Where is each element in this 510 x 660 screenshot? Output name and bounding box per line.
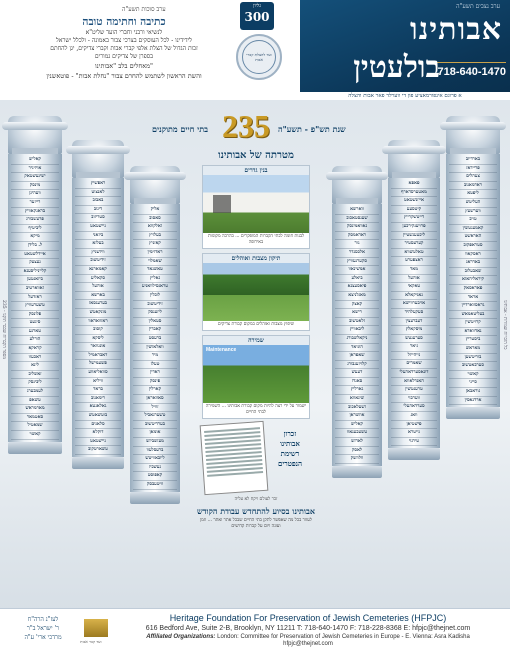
greeting-line-6: והשת הראשון לשתמש להחרם צבור "נחלת אבות" - פוטאשנין [46,72,202,80]
cemetery-name: קאפוסט [133,472,177,481]
cemetery-name: פרעשבורג [11,216,59,225]
memorial-block [202,423,310,493]
cemetery-name: מיסקאלץ [391,326,437,335]
center-title: מטרתה של אבותינו [218,150,294,161]
cemetery-name: מאגלניצא [335,292,379,301]
cemetery-name: סאנדז [335,378,379,387]
cemetery-name: שאבעלוב [449,268,497,277]
cemetery-name: פינסק [133,378,177,387]
cemetery-name: סטראפקוב [449,242,497,251]
cemetery-name: גאלאנטא [75,403,121,412]
cemetery-name: ליכטענשטיין [391,232,437,241]
cemetery-name: מעזשביזש [133,438,177,447]
cemetery-name: וואג [391,412,437,421]
cemetery-name: סלאנים [75,421,121,430]
masthead-title-bottom: בולעטין [353,50,440,85]
column-base [8,442,62,454]
cemetery-name: זאלקווא [133,223,177,232]
cemetery-name: זוויל [133,404,177,413]
cemetery-name: נייטרא [391,429,437,438]
cemetery-name: נאוואמינסק [335,223,379,232]
cemetery-name: טאקאי [391,283,437,292]
cemetery-name: ביזאנטען [11,276,59,285]
cemetery-name: וויטעבסק [133,481,177,490]
cemetery-name: ליביטיף [11,225,59,234]
cemetery-name: לעמבערג [11,388,59,397]
memorial-title-1: זכרון [283,429,297,438]
cemetery-name: נאגיקאלא [391,292,437,301]
panel-maintenance [202,335,310,419]
column-right-2 [388,140,440,460]
bottom-title: אבותינו בסיוע להתחדש עבודת הקודש [197,506,315,516]
cemetery-name: פאראסאק [449,285,497,294]
cemetery-name: קראקא [11,345,59,354]
cemetery-name: סאסוב [133,215,177,224]
panel-heading: תיקון מצבות ואוהלים [203,254,309,263]
cemetery-name: ישינעשטאק [11,173,59,182]
org-logo-caption: ועד קבר אבות [80,639,102,644]
cemetery-name: טרענטשין [391,386,437,395]
cemetery-name: בעלזיץ [133,232,177,241]
cemetery-name: ליפטא [449,190,497,199]
cemetery-name: סייני [449,379,497,388]
cemetery-name: ווערשעץ [449,208,497,217]
affiliate-text: London: Committee for Preservation of Jewish Cemeteries in Europe - E. Vienna: Asra Kadisha [217,634,470,640]
cemetery-name: טאשנאד [133,266,177,275]
cemetery-name: בערדיטשוב [133,421,177,430]
fence-photo [203,175,309,233]
cemetery-name: קיראליהאזא [449,276,497,285]
panel-graves [202,253,310,331]
column-names [446,154,500,407]
cemetery-name: טעלז [133,361,177,370]
cemetery-name: ביזאני [75,232,121,241]
cemetery-name: קאברין [133,326,177,335]
cemetery-name: מאטערסדארף [391,189,437,198]
cemetery-name: פרויענקירכען [391,223,437,232]
column-capital [130,166,180,204]
cemetery-name: בערעגסאז [75,300,121,309]
column-left-3 [130,166,180,504]
cemetery-name: דינוב [75,206,121,215]
cemetery-name: האראשט [449,233,497,242]
cemetery-name: לאנצוט [75,189,121,198]
cemetery-name: אליק [133,206,177,215]
cemetery-name: הוניאד [335,344,379,353]
cemetery-name: פישטיאן [391,421,437,430]
column-names [332,204,382,466]
cemetery-name: קלויזענבורג [335,361,379,370]
seal-logo [236,34,282,80]
column-names [8,154,62,442]
panel-heading: שמירה [203,336,309,345]
masthead-phone: 718-640-1470 [437,66,506,78]
cemetery-name: ברעסט [133,335,177,344]
cemetery-name: רייזער [11,199,59,208]
cemetery-name: ליובאוויטש [133,455,177,464]
column-base [332,466,382,478]
cemetery-name: סאטמאר [11,414,59,423]
cemetery-name: באדראג [449,259,497,268]
issue-number: 300 [244,10,270,24]
cemetery-name: גארליץ [335,386,379,395]
cemetery-name: ראסקאוו [449,251,497,260]
center-panel [196,150,316,580]
memorial-document [200,421,269,495]
memorial-title-3: רשימת [280,449,300,458]
cemetery-name: שענסטאכוב [335,215,379,224]
cemetery-name: גראסווארדיין [449,302,497,311]
cemetery-name: בעלזא [75,240,121,249]
org-email[interactable]: hfpjc@thejnet.com [283,641,333,647]
cemetery-name: ווערבוי [391,395,437,404]
cemetery-name: דאבראמיל [75,352,121,361]
cemetery-name: גור [335,240,379,249]
column-names [72,178,124,457]
cemetery-name: טויב [449,216,497,225]
cemetery-name: קאשוי [449,371,497,380]
cemetery-name: זלאטשוב [335,318,379,327]
cemetery-name: אוהעל [75,283,121,292]
cemetery-name: קוסוב [75,326,121,335]
cemetery-name: דעברעצין [391,318,437,327]
cemetery-name: ווארשא [335,206,379,215]
column-base [72,457,124,469]
cemetery-name: ראצפערט [391,257,437,266]
cemetery-name: ראדין [133,369,177,378]
cemetery-name: ל. בלידן [11,242,59,251]
cemetery-name: לאדזש [335,438,379,447]
greeting-line-5: מאחלים בלב "אבותינו" [95,62,153,70]
cemetery-name: ראדמאנוב [449,182,497,191]
cemetery-name: אלכסנדר [335,249,379,258]
cemetery-name: לובלין [133,292,177,301]
cemetery-name: קאליש [11,156,59,165]
column-left-1 [8,116,62,454]
cemetery-name: אוזשראן [335,412,379,421]
org-name: Heritage Foundation For Preservation of Jewish Cemeteries (HFPJC) [169,613,447,623]
cemetery-name: גאליץ [133,275,177,284]
column-names [130,204,180,492]
cemetery-name: טשערעוויץ [11,302,59,311]
cemetery-name: באבוב [75,197,121,206]
cemetery-name: פיאסעצנא [335,283,379,292]
cemetery-name: שמאטיל [11,422,59,431]
cemetery-name: מארמראש [11,405,59,414]
cemetery-name: ליסקא [75,335,121,344]
column-base [446,407,500,419]
cemetery-name: בארדיוב [449,156,497,165]
column-right-3 [446,116,500,419]
cemetery-name: זאווארטיב [11,285,59,294]
cemetery-name: סטאלין [133,318,177,327]
date-right: ערב נצבים תשע"ה [456,3,500,10]
cemetery-name: קיטסעע [391,206,437,215]
cemetery-name: דייטשקרייץ [391,214,437,223]
bottom-text: לעזור בכל מה שאפשר לתקן בתי החיים שבכל אתר ואתר ... וזמן ועונה ויום על קברות קדושים [200,518,312,529]
headline-left: שנת תש"פ - תשע"ה [278,124,346,134]
cemetery-name: קאליש [335,421,379,430]
cemetery-name: ליבינסק [11,379,59,388]
greeting-line-1: לנשיאי ורבני וחברי הועד שליט"א [85,29,163,36]
cemetery-name: טאלטשווא [391,249,437,258]
cemetery-name: סערבאטשוב [449,362,497,371]
cemetery-name: שאפראן [335,352,379,361]
cemetery-name: ליבאוויץ [335,326,379,335]
cemetery-name: האנדלאווא [391,378,437,387]
cemetery-name: אונגוואר [75,343,121,352]
cemetery-name: סעקעלהיד [391,309,437,318]
cemetery-name: בעליטאמאש [449,311,497,320]
cemetery-name: טשערנאביל [133,412,177,421]
column-capital [72,140,124,178]
cemetery-name: פלונסק [11,311,59,320]
cemetery-name: שאמלוי [133,258,177,267]
cemetery-name: מאד [391,266,437,275]
panel-heading: בנין גדרים [203,166,309,175]
org-address: 616 Bedford Ave, Suite 2-B, Brooklyn, NY 11211 T: 718-640-1470 F: 718-228-8368 E: hfpjc@thejnet.com [145,625,471,632]
cemetery-name: בראנקאוויץ [11,208,59,217]
cemetery-name: קאמענטשין [449,225,497,234]
cemetery-name: וויליא [75,378,121,387]
cemetery-name: ראדאמסק [335,232,379,241]
cemetery-name: גיאר [391,343,437,352]
dedication [8,615,78,642]
cemetery-name: ראכעוו [11,354,59,363]
cemetery-name: מיקא [11,233,59,242]
main-area [0,100,510,610]
greeting-line-2: לידידינו - לכל העוסקים בצרכי צבור באמונה - ולכלל ישראל [56,37,192,44]
dedication-line-2: ר' ישראל ב"ר [26,625,60,632]
cemetery-name: אמשינאוו [335,266,379,275]
cemetery-name: ביאלע [335,275,379,284]
issue-label: גליון [253,3,261,9]
cemetery-name: בוטשאטש [75,412,121,421]
cemetery-name: אומאן [133,429,177,438]
side-strip-right: כל הזכויות שמורות - אבותינו [502,300,507,350]
cemetery-name: לינא [11,362,59,371]
column-capital [446,116,500,154]
panel-caption: ישמור על ידי רצה להיות מקום קבורת אבותינו ... השמירה לבתי החיים [205,404,307,415]
cemetery-name: זידיטשוב [133,301,177,310]
cemetery-name: טראנסילוואניע [133,283,177,292]
cemetery-name: גוראבאן [449,388,497,397]
cemetery-name: קאמארנא [75,266,121,275]
cemetery-name: סאוואראן [133,395,177,404]
cemetery-name: ניישטאט [75,223,121,232]
headline [150,108,360,148]
cemetery-name: איידלשטאט [11,251,59,260]
cemetery-name: זשעלאכוב [335,404,379,413]
cemetery-name: סערענטש [391,335,437,344]
cemetery-name: סערדאהעלי [391,403,437,412]
cemetery-name: פאפא [391,180,437,189]
cemetery-name: בראד [75,386,121,395]
cemetery-name: קלייניליסענא [11,268,59,277]
masthead-rule [436,62,506,63]
cemetery-name: וועהיגן [11,190,59,199]
cemetery-name: טשארטקוב [75,446,121,455]
cemetery-name: קרויטשין [449,319,497,328]
cemetery-name: מונקאטש [75,309,121,318]
memorial-title-4: הנפטרים [278,459,302,468]
cemetery-name: ארדנאסין [449,397,497,406]
cemetery-name: ניקאלשבורג [335,335,379,344]
cemetery-name: סקערנעוויץ [335,258,379,267]
graves-photo [203,263,309,321]
cemetery-name: העליטש [449,199,497,208]
cemetery-name: אראד [449,294,497,303]
maintenance-label: Maintenance [206,347,237,353]
cemetery-name: סקאליע [75,275,121,284]
cemetery-name: מאראש [449,345,497,354]
cemetery-name: רישא [335,309,379,318]
panel-caption: שיפוץ מצבות ואוהלים במקום קבורת צדיקים [217,322,295,327]
cemetery-name: טשאפ [11,397,59,406]
date-left: ערב סוכות תשע"ה [122,5,166,13]
cemetery-name: אייזנשטאט [391,197,437,206]
cemetery-name: קאצק [335,301,379,310]
cemetery-name: לאסק [335,447,379,456]
cemetery-name: טשעכענאוו [335,429,379,438]
masthead [300,0,510,100]
cemetery-name: ליזענסק [133,309,177,318]
org-logo-icon [84,619,108,637]
cemetery-name: טארנע [11,328,59,337]
panel-caption: לבנות חומה לבתי הקברות המופקרים ... בהרבה מקומות באירופה [207,234,305,245]
cemetery-name: וויזשניץ [75,249,121,258]
footer [0,608,510,660]
cemetery-name: בארשא [75,292,121,301]
cemetery-name: מיר [133,352,177,361]
affiliate-label: Affiliated Organizations: [146,634,216,640]
column-capital [8,116,62,154]
cemetery-name: ביסטריץ [449,336,497,345]
cemetery-name: רימאנוב [75,395,121,404]
cemetery-name: דונאסערדאהעלי [391,369,437,378]
headline-right: בתי חיים מתוקנים [152,124,208,134]
masthead-subtitle: א פרוגם אינפורמאציע פון די ווערלד פאר אבות והצלה [300,92,510,101]
cemetery-name: אוהעל [391,275,437,284]
greeting-title: כתיבה וחתימה טובה [82,16,166,28]
cemetery-name: נאדוואדא [449,328,497,337]
column-capital [388,140,440,178]
cemetery-name: פשעמישל [75,360,121,369]
cemetery-name: דעעש [335,369,379,378]
memorial-title [270,423,310,493]
cemetery-name: ראזוואדאוו [75,318,121,327]
memorial-caption: זכר לעולם ויקח לא עליה [234,497,278,502]
cemetery-name: דוקלא [75,429,121,438]
org-info [118,613,498,647]
cemetery-name: ראדזימין [133,249,177,258]
cemetery-name: זאשליב [11,371,59,380]
cemetery-name: וואלאזשין [133,344,177,353]
panel-fences [202,165,310,249]
cemetery-name: ברעסלעוו [133,447,177,456]
cemetery-name: נעשכיז [133,464,177,473]
cemetery-name: בוריטשען [449,354,497,363]
side-strip-left: מספר הקברות שכבר תוקנו - 235 [1,300,6,360]
greeting-line-4: בספרן של צדיקים גמורים [94,53,154,60]
cemetery-name: נעצעק [11,259,59,268]
maintenance-photo [203,345,309,403]
dedication-line-1: לעז"נ הרה"ח [27,616,59,623]
column-left-2 [72,140,124,469]
column-capital [332,166,382,204]
cemetery-name: וולוזשק [335,455,379,464]
cemetery-name: טירנוי [391,438,437,447]
column-base [130,492,180,504]
column-names [388,178,440,448]
cemetery-name: קאזניץ [133,240,177,249]
cemetery-name: אויבערווישא [391,300,437,309]
dedication-line-3: מרדכי ארי' ע"ה [24,634,62,641]
seal-text: ועד להצלת קברי אבות [242,40,276,74]
header [0,0,510,100]
org-affiliates [118,634,498,640]
cemetery-name: צעהלים [449,173,497,182]
column-right-1 [332,166,382,478]
cemetery-name: אויזיגיר [11,165,59,174]
cemetery-name: נייהייזל [391,352,437,361]
cemetery-name: סיגעט [11,319,59,328]
cemetery-name: הורלע [11,336,59,345]
issue-badge [240,2,274,30]
cemetery-name: ראזדעל [11,294,59,303]
cemetery-name: סטריזוב [75,214,121,223]
cemetery-name: סוואליאווע [75,369,121,378]
memorial-title-2: אבותינו [280,439,300,448]
headline-number: 235 [222,108,270,144]
cemetery-name: ראפשיץ [75,180,121,189]
greeting-line-3: זכות הגדול של הצלת אלפי קברי אבות וקברי צדיקים, יגן להחתם [50,45,198,52]
cemetery-name: פריידאז [449,165,497,174]
cemetery-name: קאשוי [11,431,59,440]
cemetery-name: קארלין [133,386,177,395]
cemetery-name: קערעסטיר [391,240,437,249]
masthead-title-top: אבותינו [410,12,502,47]
cemetery-name: שאמרים [391,360,437,369]
cemetery-name: מינסק [11,182,59,191]
cemetery-name: ניישטאט [75,438,121,447]
column-base [388,448,440,460]
cemetery-name: זידיטשוב [75,257,121,266]
cemetery-name: שינאווא [335,395,379,404]
